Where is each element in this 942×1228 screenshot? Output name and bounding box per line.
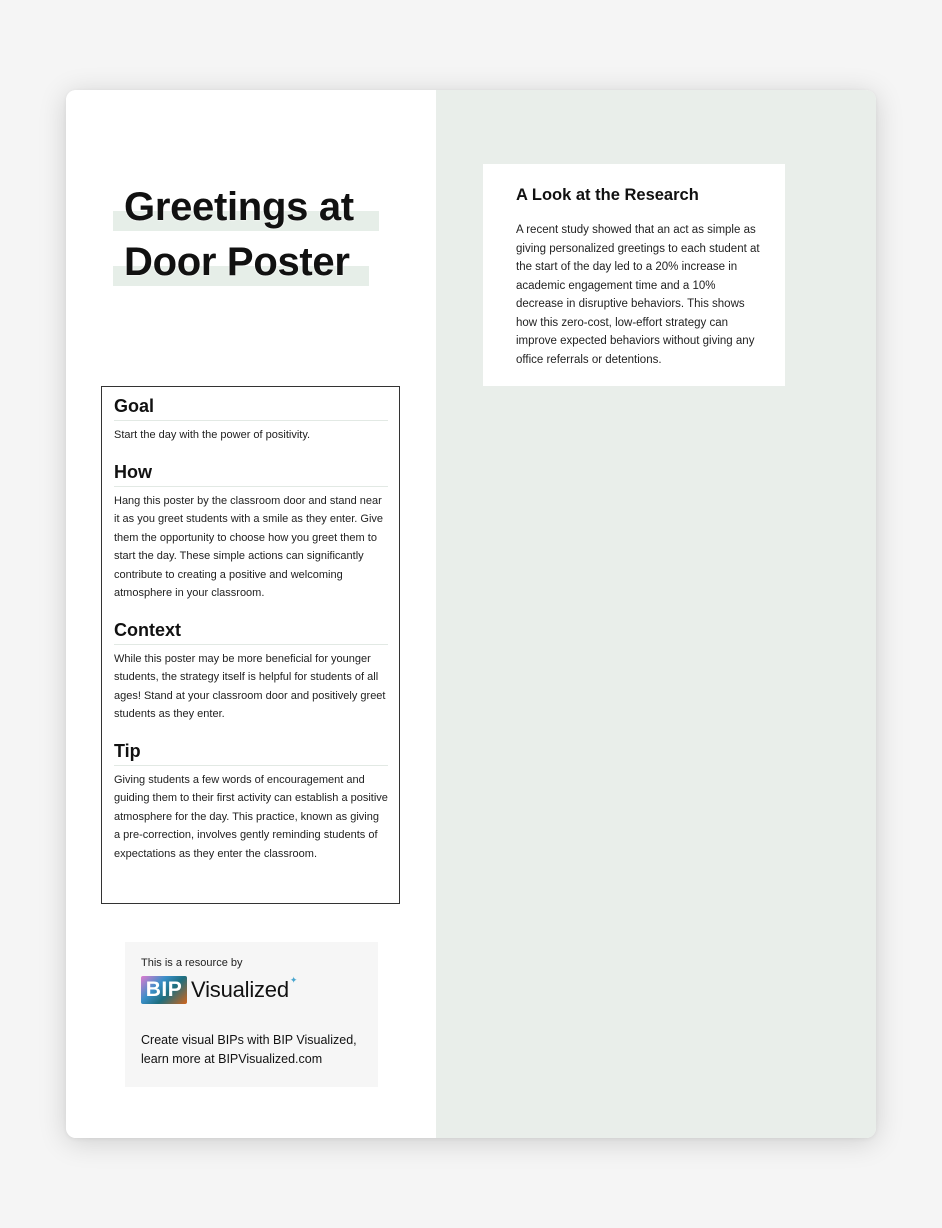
section-body: Giving students a few words of encouragement and guiding them to their first activity can establish a positive atmosphere for the day. This practice, known as giving a pre-correction, involves gently reminding students of expectations as they enter the classroom. bbox=[114, 773, 388, 860]
section-goal bbox=[114, 395, 388, 445]
logo-wordmark: Visualized bbox=[191, 977, 289, 1002]
poster-right-column bbox=[436, 90, 876, 1138]
title-line-1: Greetings at bbox=[113, 180, 354, 235]
section-heading: Context bbox=[114, 619, 388, 645]
research-title: A Look at the Research bbox=[516, 186, 699, 204]
section-context bbox=[114, 619, 388, 724]
resource-by-label: This is a resource by bbox=[141, 957, 243, 969]
section-tip bbox=[114, 740, 388, 864]
resource-cta-text: Create visual BIPs with BIP Visualized, learn more at BIPVisualized.com bbox=[141, 1033, 357, 1066]
section-body: While this poster may be more beneficial for younger students, the strategy itself is helpful for students of all ages! Stand at your classroom door and positively greet students as they enter. bbox=[114, 652, 386, 720]
section-heading: Tip bbox=[114, 740, 388, 766]
resource-attribution bbox=[125, 942, 378, 1087]
research-body: A recent study showed that an act as simple as giving personalized greetings to each student at the start of the day led to a 20% increase in academic engagement time and a 10% decrease in disruptive behaviors. This shows how this zero-cost, low-effort strategy can improve expected behaviors without giving any office referrals or detentions. bbox=[516, 224, 760, 366]
section-heading: How bbox=[114, 461, 388, 487]
bip-logo-badge: BIP bbox=[141, 976, 187, 1004]
poster-title bbox=[113, 180, 354, 290]
research-card bbox=[483, 164, 785, 386]
strategy-info-box bbox=[101, 386, 400, 904]
section-body: Hang this poster by the classroom door and stand near it as you greet students with a smile as they enter. Give them the opportunity to choose how you greet them to start the day. These simple actions can significantly contribute to creating a positive and welcoming atmosphere in your classroom. bbox=[114, 494, 384, 599]
section-body: Start the day with the power of positivity. bbox=[114, 429, 311, 441]
section-heading: Goal bbox=[114, 395, 388, 421]
poster-left-column bbox=[66, 90, 436, 1138]
sparkle-icon: ✦ bbox=[289, 975, 298, 985]
title-line-2: Door Poster bbox=[113, 235, 354, 290]
poster-page bbox=[66, 90, 876, 1138]
section-how bbox=[114, 461, 388, 603]
bip-visualized-logo bbox=[141, 975, 362, 1005]
